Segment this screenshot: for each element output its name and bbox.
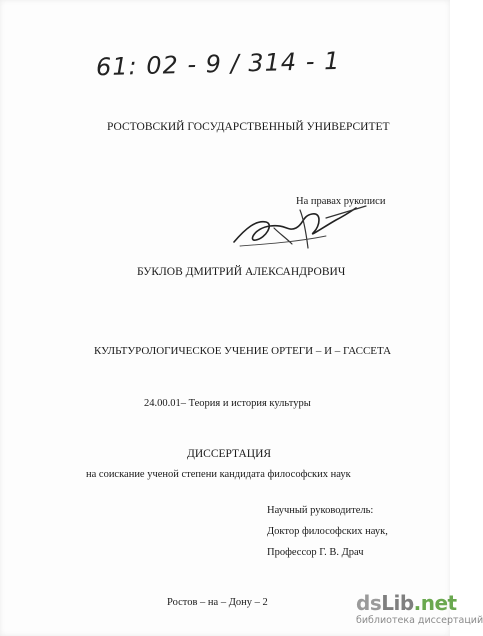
watermark-subtitle: библиотека диссертаций — [356, 615, 483, 626]
logo-lib: Lib — [381, 591, 414, 615]
logo-ds: ds — [356, 591, 382, 615]
supervisor-degree: Доктор философских наук, — [267, 526, 388, 537]
dslib-watermark[interactable] — [356, 591, 483, 633]
supervisor-label: Научный руководитель: — [267, 505, 374, 516]
manuscript-rights-note: На правах рукописи — [296, 196, 386, 207]
university-name: РОСТОВСКИЙ ГОСУДАРСТВЕННЫЙ УНИВЕРСИТЕТ — [107, 121, 390, 133]
degree-statement: на соискание ученой степени кандидата философских наук — [86, 469, 351, 480]
document-type: ДИССЕРТАЦИЯ — [187, 448, 272, 460]
supervisor-name: Профессор Г. В. Драч — [267, 547, 364, 558]
archive-stamp: 61: 02 - 9 / 314 - 1 — [95, 46, 341, 82]
thesis-title: КУЛЬТУРОЛОГИЧЕСКОЕ УЧЕНИЕ ОРТЕГИ – И – ГАССЕТА — [94, 345, 392, 357]
author-name: БУКЛОВ ДМИТРИЙ АЛЕКСАНДРОВИЧ — [137, 266, 346, 278]
handwritten-signature — [226, 198, 376, 258]
city-year: Ростов – на – Дону – 2 — [167, 597, 268, 608]
logo-net: .net — [413, 591, 457, 615]
dslib-logo — [356, 591, 457, 615]
specialty-code: 24.00.01– Теория и история культуры — [144, 398, 311, 409]
